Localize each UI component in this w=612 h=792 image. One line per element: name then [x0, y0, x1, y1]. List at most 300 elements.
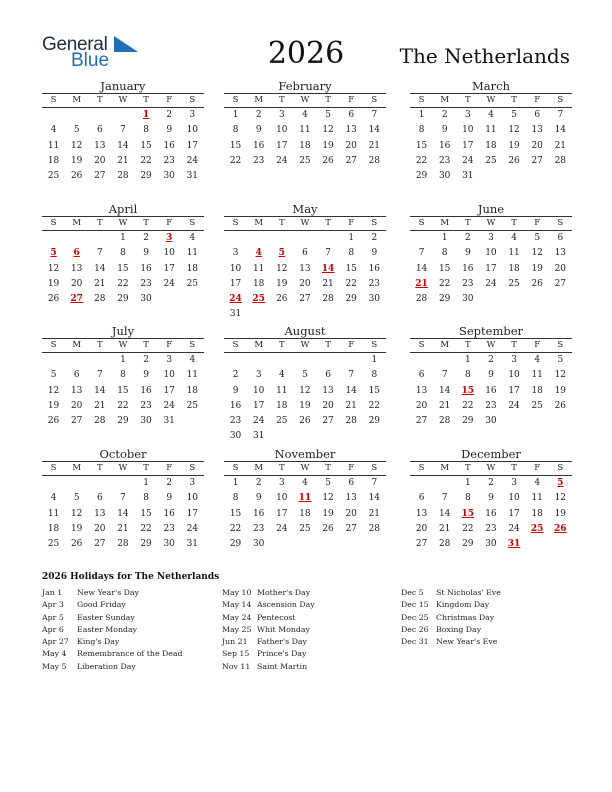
empty-day-cell — [42, 108, 65, 123]
day-cell: 26 — [47, 416, 60, 427]
day-cell: 10 — [163, 370, 175, 381]
day-cell: 30 — [368, 294, 381, 305]
holiday-date: Jan 1 — [42, 588, 63, 597]
day-cell: 8 — [232, 493, 239, 504]
holiday-row — [42, 599, 183, 611]
holiday-day-cell: 5 — [50, 248, 57, 259]
weekday-header: S — [224, 217, 247, 231]
weekday-header: S — [549, 462, 572, 476]
holiday-column — [401, 587, 501, 648]
day-cell: 16 — [252, 140, 265, 151]
holiday-row — [42, 648, 183, 660]
weekday-header: W — [479, 462, 502, 476]
day-cell: 22 — [462, 400, 474, 411]
day-cell: 9 — [143, 370, 149, 381]
day-cell: 28 — [345, 416, 357, 427]
day-cell: 1 — [464, 478, 471, 488]
day-cell: 24 — [163, 278, 175, 289]
month-november — [224, 447, 386, 552]
day-cell: 3 — [278, 478, 285, 488]
holiday-date: Apr 27 — [42, 637, 69, 647]
weekday-header: W — [293, 94, 316, 108]
weekday-header: T — [270, 462, 293, 476]
day-cell: 30 — [163, 171, 175, 182]
day-cell: 22 — [438, 278, 451, 289]
holiday-name: Easter Monday — [77, 624, 138, 634]
holiday-day-cell: 11 — [298, 493, 312, 504]
empty-day-cell — [42, 353, 65, 368]
day-cell: 23 — [140, 278, 152, 289]
day-cell: 31 — [163, 416, 175, 427]
holiday-day-cell: 1 — [142, 110, 150, 120]
holiday-row — [222, 636, 315, 648]
day-cell: 13 — [94, 508, 106, 519]
weekday-header: S — [549, 94, 572, 108]
weekday-header: M — [433, 94, 456, 108]
empty-day-cell — [317, 231, 340, 246]
day-cell: 2 — [255, 478, 262, 488]
day-cell: 13 — [415, 385, 428, 396]
holiday-date: May 10 — [222, 588, 252, 597]
day-cell: 10 — [252, 385, 265, 396]
day-cell: 24 — [163, 400, 175, 411]
day-cell: 10 — [508, 370, 520, 381]
holidays-title: 2026 Holidays for The Netherlands — [42, 572, 220, 582]
weekday-header: W — [111, 94, 134, 108]
day-cell: 7 — [348, 370, 355, 381]
day-cell: 25 — [186, 278, 199, 289]
day-cell: 2 — [441, 110, 448, 120]
weekday-header: T — [456, 217, 479, 231]
holiday-day-cell: 21 — [415, 278, 428, 289]
empty-day-cell — [224, 231, 247, 246]
day-cell: 29 — [117, 294, 129, 305]
day-cell: 25 — [186, 400, 199, 411]
day-cell: 10 — [508, 493, 520, 504]
day-cell: 3 — [232, 248, 239, 259]
holiday-name: Father's Day — [257, 637, 307, 647]
day-cell: 17 — [252, 400, 265, 411]
day-cell: 26 — [554, 400, 567, 411]
weekday-header: S — [42, 462, 65, 476]
day-cell: 16 — [229, 400, 242, 411]
weekday-header: S — [181, 462, 204, 476]
day-cell: 14 — [415, 263, 428, 274]
day-cell: 24 — [508, 400, 520, 411]
day-cell: 17 — [163, 385, 175, 396]
logo-text-general: General — [42, 34, 108, 55]
holiday-date: Sep 15 — [222, 649, 250, 659]
day-cell: 27 — [94, 539, 106, 550]
day-cell: 22 — [229, 155, 242, 166]
day-cell: 16 — [140, 263, 152, 274]
weekday-header: S — [181, 94, 204, 108]
day-cell: 4 — [488, 110, 494, 120]
day-cell: 2 — [143, 355, 149, 365]
month-name: September — [458, 324, 524, 338]
weekday-header: W — [111, 217, 134, 231]
month-grid — [42, 461, 204, 552]
day-cell: 5 — [302, 370, 308, 381]
day-cell: 24 — [186, 523, 199, 534]
weekday-header: T — [135, 217, 158, 231]
holiday-row — [401, 599, 501, 611]
empty-day-cell — [340, 353, 363, 368]
holiday-name: Ascension Day — [257, 600, 315, 610]
weekday-header: T — [503, 94, 526, 108]
day-cell: 29 — [368, 416, 381, 427]
weekday-header: S — [363, 217, 386, 231]
day-cell: 16 — [485, 508, 497, 519]
month-march — [410, 79, 572, 184]
weekday-header: F — [526, 217, 549, 231]
day-cell: 30 — [485, 416, 497, 427]
day-cell: 24 — [485, 278, 497, 289]
day-cell: 15 — [117, 385, 129, 396]
day-cell: 29 — [438, 294, 451, 305]
day-cell: 16 — [462, 263, 474, 274]
holiday-day-cell: 6 — [73, 248, 80, 259]
day-cell: 8 — [348, 248, 355, 259]
day-cell: 20 — [531, 140, 543, 151]
weekday-header: T — [317, 217, 340, 231]
day-cell: 29 — [415, 171, 428, 182]
day-cell: 16 — [163, 508, 175, 519]
day-cell: 18 — [299, 508, 311, 519]
day-cell: 5 — [325, 110, 331, 120]
holiday-column — [42, 587, 183, 673]
day-cell: 27 — [415, 539, 428, 550]
weekday-header: W — [479, 217, 502, 231]
day-cell: 19 — [47, 400, 60, 411]
holiday-name: St Nicholas' Eve — [436, 588, 501, 597]
day-cell: 30 — [229, 431, 242, 442]
weekday-header: M — [65, 94, 88, 108]
day-cell: 11 — [47, 508, 60, 519]
holiday-date: Apr 3 — [42, 600, 64, 610]
day-cell: 6 — [348, 110, 355, 120]
month-name: May — [292, 202, 318, 216]
weekday-header: W — [293, 462, 316, 476]
holiday-day-cell: 5 — [557, 478, 564, 488]
day-cell: 14 — [117, 140, 129, 151]
day-cell: 17 — [462, 140, 474, 151]
day-cell: 1 — [418, 110, 425, 120]
day-cell: 30 — [252, 539, 265, 550]
holiday-date: Dec 25 — [401, 612, 429, 622]
day-cell: 16 — [140, 385, 152, 396]
weekday-header: T — [88, 217, 111, 231]
month-january — [42, 79, 204, 184]
weekday-header: F — [158, 217, 181, 231]
holiday-name: Mother's Day — [257, 588, 311, 597]
holiday-day-cell: 3 — [166, 233, 173, 243]
day-cell: 29 — [462, 539, 474, 550]
weekday-header: T — [270, 217, 293, 231]
day-cell: 30 — [140, 294, 152, 305]
day-cell: 20 — [94, 523, 106, 534]
day-cell: 8 — [143, 493, 149, 504]
holiday-date: May 5 — [42, 661, 67, 671]
holiday-row — [222, 624, 315, 636]
month-grid — [410, 216, 572, 307]
day-cell: 28 — [368, 155, 381, 166]
day-cell: 12 — [554, 370, 567, 381]
holiday-date: May 25 — [222, 624, 252, 634]
weekday-header: S — [363, 94, 386, 108]
day-cell: 2 — [371, 233, 378, 243]
day-cell: 12 — [322, 125, 334, 136]
holiday-day-cell: 31 — [507, 539, 521, 550]
weekday-header: F — [526, 94, 549, 108]
day-cell: 5 — [534, 233, 541, 243]
holiday-name: Whit Monday — [257, 624, 310, 634]
day-cell: 7 — [557, 110, 564, 120]
empty-day-cell — [88, 108, 111, 123]
holiday-row — [42, 612, 183, 624]
day-cell: 20 — [70, 400, 83, 411]
day-cell: 14 — [94, 263, 106, 274]
day-cell: 3 — [464, 110, 471, 120]
empty-day-cell — [65, 353, 88, 368]
day-cell: 20 — [70, 278, 83, 289]
day-cell: 15 — [415, 140, 428, 151]
weekday-header: S — [363, 462, 386, 476]
holiday-row — [222, 661, 315, 673]
day-cell: 4 — [302, 110, 308, 120]
day-cell: 21 — [554, 140, 567, 151]
day-cell: 8 — [371, 370, 378, 381]
day-cell: 8 — [464, 370, 471, 381]
day-cell: 19 — [554, 385, 567, 396]
day-cell: 23 — [163, 523, 175, 534]
holiday-date: Jun 21 — [222, 637, 248, 647]
day-cell: 24 — [186, 155, 199, 166]
day-cell: 2 — [488, 478, 494, 488]
day-cell: 23 — [163, 155, 175, 166]
empty-day-cell — [410, 353, 433, 368]
day-cell: 23 — [485, 400, 497, 411]
day-cell: 14 — [94, 385, 106, 396]
weekday-header: T — [270, 339, 293, 353]
weekday-header: T — [456, 94, 479, 108]
day-cell: 10 — [186, 493, 199, 504]
weekday-header: M — [65, 462, 88, 476]
holiday-date: May 24 — [222, 612, 252, 622]
day-cell: 7 — [441, 370, 448, 381]
weekday-header: F — [526, 339, 549, 353]
holiday-name: Pentecost — [257, 612, 296, 622]
empty-day-cell — [270, 353, 293, 368]
day-cell: 21 — [438, 523, 451, 534]
holiday-day-cell: 14 — [321, 263, 335, 274]
day-cell: 18 — [485, 140, 497, 151]
logo-text-blue: Blue — [71, 50, 110, 71]
day-cell: 26 — [70, 171, 83, 182]
weekday-header: M — [433, 339, 456, 353]
day-cell: 7 — [418, 248, 425, 259]
day-cell: 27 — [299, 294, 311, 305]
empty-day-cell — [88, 476, 111, 491]
day-cell: 3 — [255, 370, 262, 381]
month-grid — [410, 338, 572, 429]
empty-day-cell — [247, 231, 270, 246]
day-cell: 3 — [278, 110, 285, 120]
day-cell: 18 — [276, 400, 288, 411]
day-cell: 30 — [163, 539, 175, 550]
day-cell: 28 — [117, 171, 129, 182]
day-cell: 27 — [94, 171, 106, 182]
day-cell: 28 — [438, 416, 451, 427]
weekday-header: F — [340, 217, 363, 231]
weekday-header: T — [456, 339, 479, 353]
day-cell: 11 — [531, 493, 543, 504]
weekday-header: W — [479, 339, 502, 353]
holiday-date: Dec 5 — [401, 588, 424, 597]
day-cell: 21 — [117, 155, 129, 166]
day-cell: 30 — [462, 294, 474, 305]
day-cell: 2 — [143, 233, 149, 243]
weekday-header: S — [410, 339, 433, 353]
day-cell: 17 — [186, 508, 199, 519]
day-cell: 1 — [232, 478, 239, 488]
day-cell: 25 — [299, 523, 311, 534]
day-cell: 5 — [73, 125, 80, 136]
day-cell: 22 — [117, 278, 129, 289]
holiday-name: Prince's Day — [257, 649, 307, 659]
day-cell: 9 — [371, 248, 378, 259]
holiday-day-cell: 25 — [530, 523, 544, 534]
day-cell: 9 — [255, 125, 262, 136]
day-cell: 15 — [368, 385, 381, 396]
day-cell: 27 — [531, 155, 543, 166]
weekday-header: S — [549, 339, 572, 353]
empty-day-cell — [270, 231, 293, 246]
month-grid — [224, 93, 386, 169]
day-cell: 21 — [368, 508, 381, 519]
empty-day-cell — [65, 108, 88, 123]
day-cell: 20 — [94, 155, 106, 166]
weekday-header: S — [181, 217, 204, 231]
day-cell: 10 — [163, 248, 175, 259]
day-cell: 2 — [166, 478, 173, 488]
day-cell: 17 — [508, 385, 520, 396]
weekday-header: S — [224, 462, 247, 476]
day-cell: 19 — [70, 155, 83, 166]
day-cell: 15 — [140, 140, 152, 151]
day-cell: 5 — [325, 478, 331, 488]
day-cell: 13 — [70, 385, 83, 396]
day-cell: 11 — [186, 370, 199, 381]
holiday-day-cell: 4 — [255, 248, 262, 259]
day-cell: 26 — [531, 278, 543, 289]
weekday-header: S — [410, 217, 433, 231]
day-cell: 15 — [438, 263, 451, 274]
day-cell: 5 — [73, 493, 80, 504]
day-cell: 26 — [299, 416, 311, 427]
day-cell: 25 — [276, 416, 288, 427]
day-cell: 24 — [276, 523, 288, 534]
day-cell: 4 — [50, 493, 57, 504]
day-cell: 19 — [554, 508, 567, 519]
day-cell: 11 — [485, 125, 497, 136]
weekday-header: M — [65, 339, 88, 353]
weekday-header: S — [363, 339, 386, 353]
weekday-header: T — [503, 462, 526, 476]
day-cell: 6 — [325, 370, 331, 381]
day-cell: 18 — [508, 263, 520, 274]
weekday-header: W — [111, 339, 134, 353]
weekday-header: T — [135, 339, 158, 353]
weekday-header: W — [111, 462, 134, 476]
day-cell: 31 — [186, 539, 199, 550]
day-cell: 18 — [47, 523, 60, 534]
holiday-day-cell: 5 — [278, 248, 285, 259]
day-cell: 12 — [531, 248, 543, 259]
day-cell: 19 — [47, 278, 60, 289]
day-cell: 19 — [508, 140, 520, 151]
day-cell: 22 — [229, 523, 242, 534]
day-cell: 7 — [96, 248, 103, 259]
day-cell: 23 — [252, 523, 265, 534]
weekday-header: T — [456, 462, 479, 476]
day-cell: 14 — [345, 385, 357, 396]
day-cell: 11 — [47, 140, 60, 151]
day-cell: 14 — [438, 385, 451, 396]
weekday-header: S — [549, 217, 572, 231]
day-cell: 21 — [322, 278, 334, 289]
day-cell: 3 — [189, 110, 196, 120]
day-cell: 9 — [488, 370, 494, 381]
weekday-header: T — [503, 339, 526, 353]
day-cell: 7 — [325, 248, 331, 259]
empty-day-cell — [65, 231, 88, 246]
holiday-name: Saint Martin — [257, 661, 308, 671]
day-cell: 25 — [47, 171, 60, 182]
weekday-header: F — [340, 94, 363, 108]
day-cell: 17 — [508, 508, 520, 519]
empty-day-cell — [410, 476, 433, 491]
weekday-header: M — [247, 94, 270, 108]
day-cell: 13 — [322, 385, 334, 396]
day-cell: 3 — [511, 478, 517, 488]
holiday-row — [401, 636, 501, 648]
holiday-day-cell: 15 — [461, 385, 475, 396]
day-cell: 24 — [276, 155, 288, 166]
day-cell: 25 — [531, 400, 543, 411]
day-cell: 10 — [276, 493, 288, 504]
day-cell: 12 — [554, 493, 567, 504]
day-cell: 12 — [322, 493, 334, 504]
day-cell: 29 — [117, 416, 129, 427]
month-name: July — [111, 324, 135, 338]
day-cell: 1 — [120, 355, 126, 365]
day-cell: 29 — [229, 539, 242, 550]
holiday-row — [222, 612, 315, 624]
holiday-row — [42, 587, 183, 599]
day-cell: 26 — [322, 523, 334, 534]
day-cell: 24 — [252, 416, 265, 427]
day-cell: 4 — [302, 478, 308, 488]
day-cell: 8 — [143, 125, 149, 136]
day-cell: 8 — [441, 248, 448, 259]
month-may — [224, 202, 386, 323]
holiday-row — [222, 587, 315, 599]
holiday-name: King's Day — [77, 637, 120, 647]
month-name: October — [99, 447, 147, 461]
day-cell: 21 — [117, 523, 129, 534]
day-cell: 1 — [120, 233, 126, 243]
